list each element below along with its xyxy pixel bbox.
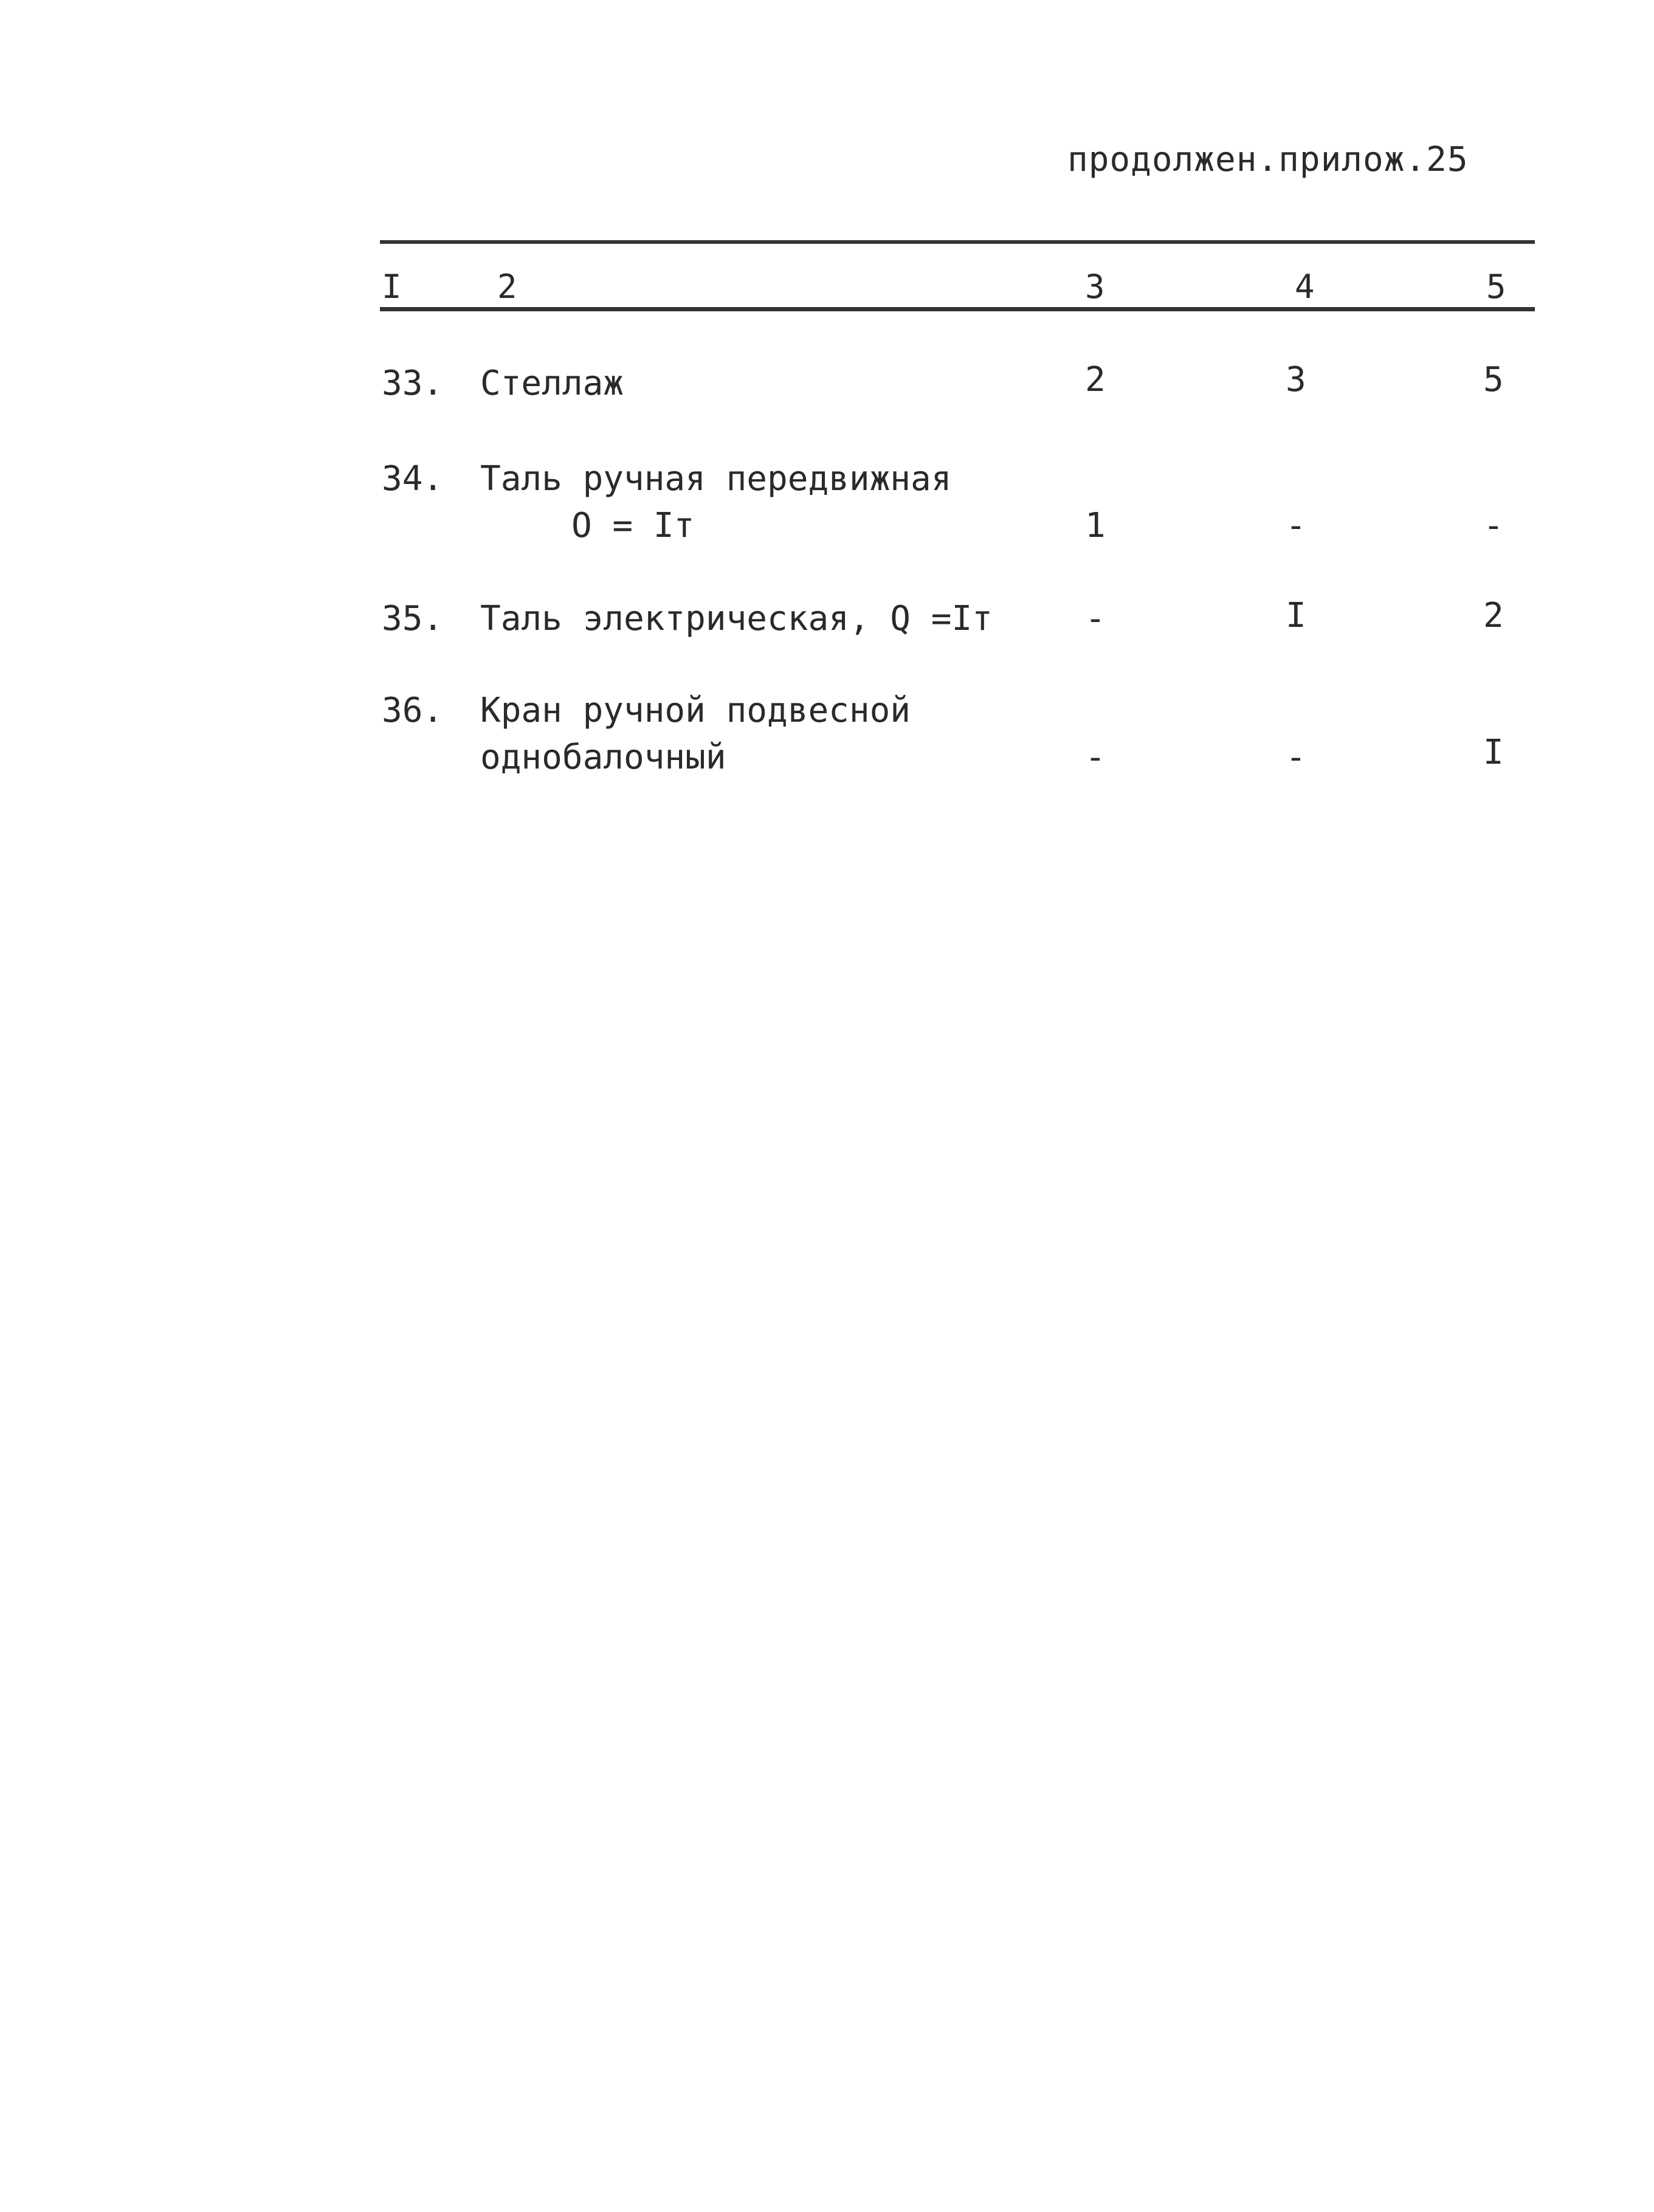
column-header-4: 4 [1295,268,1315,306]
row-number: 36. [382,691,444,730]
row-description: Стеллаж [480,364,624,403]
row-description: Таль ручная передвижная [480,459,952,499]
row-value-col3: 2 [1085,360,1106,399]
row-description-line-2: О = Iт [571,506,695,545]
row-value-col3: 1 [1085,506,1106,545]
row-value-col5: 2 [1483,596,1504,635]
row-value-col4: - [1286,506,1306,545]
row-number: 35. [382,599,444,638]
row-value-col3: - [1085,738,1106,777]
column-header-3: 3 [1085,268,1105,306]
row-description: Таль электрическая, Q =Iт [480,599,993,638]
table-header-rule [380,307,1535,311]
row-value-col5: I [1483,733,1504,772]
table-top-rule [380,240,1535,244]
row-value-col4: I [1286,596,1306,635]
row-value-col5: 5 [1483,360,1504,399]
row-description-line-2: однобалочный [480,738,726,777]
column-header-2: 2 [497,268,517,306]
row-number: 33. [382,364,444,403]
row-number: 34. [382,459,444,499]
row-description: Кран ручной подвесной [480,691,911,730]
column-header-1: I [382,268,402,306]
row-value-col5: - [1483,506,1504,545]
row-value-col4: - [1286,738,1306,777]
row-value-col3: - [1085,599,1106,638]
column-header-5: 5 [1486,268,1506,306]
page-header: продолжен.прилож.25 [1067,140,1469,179]
row-value-col4: 3 [1286,360,1306,399]
